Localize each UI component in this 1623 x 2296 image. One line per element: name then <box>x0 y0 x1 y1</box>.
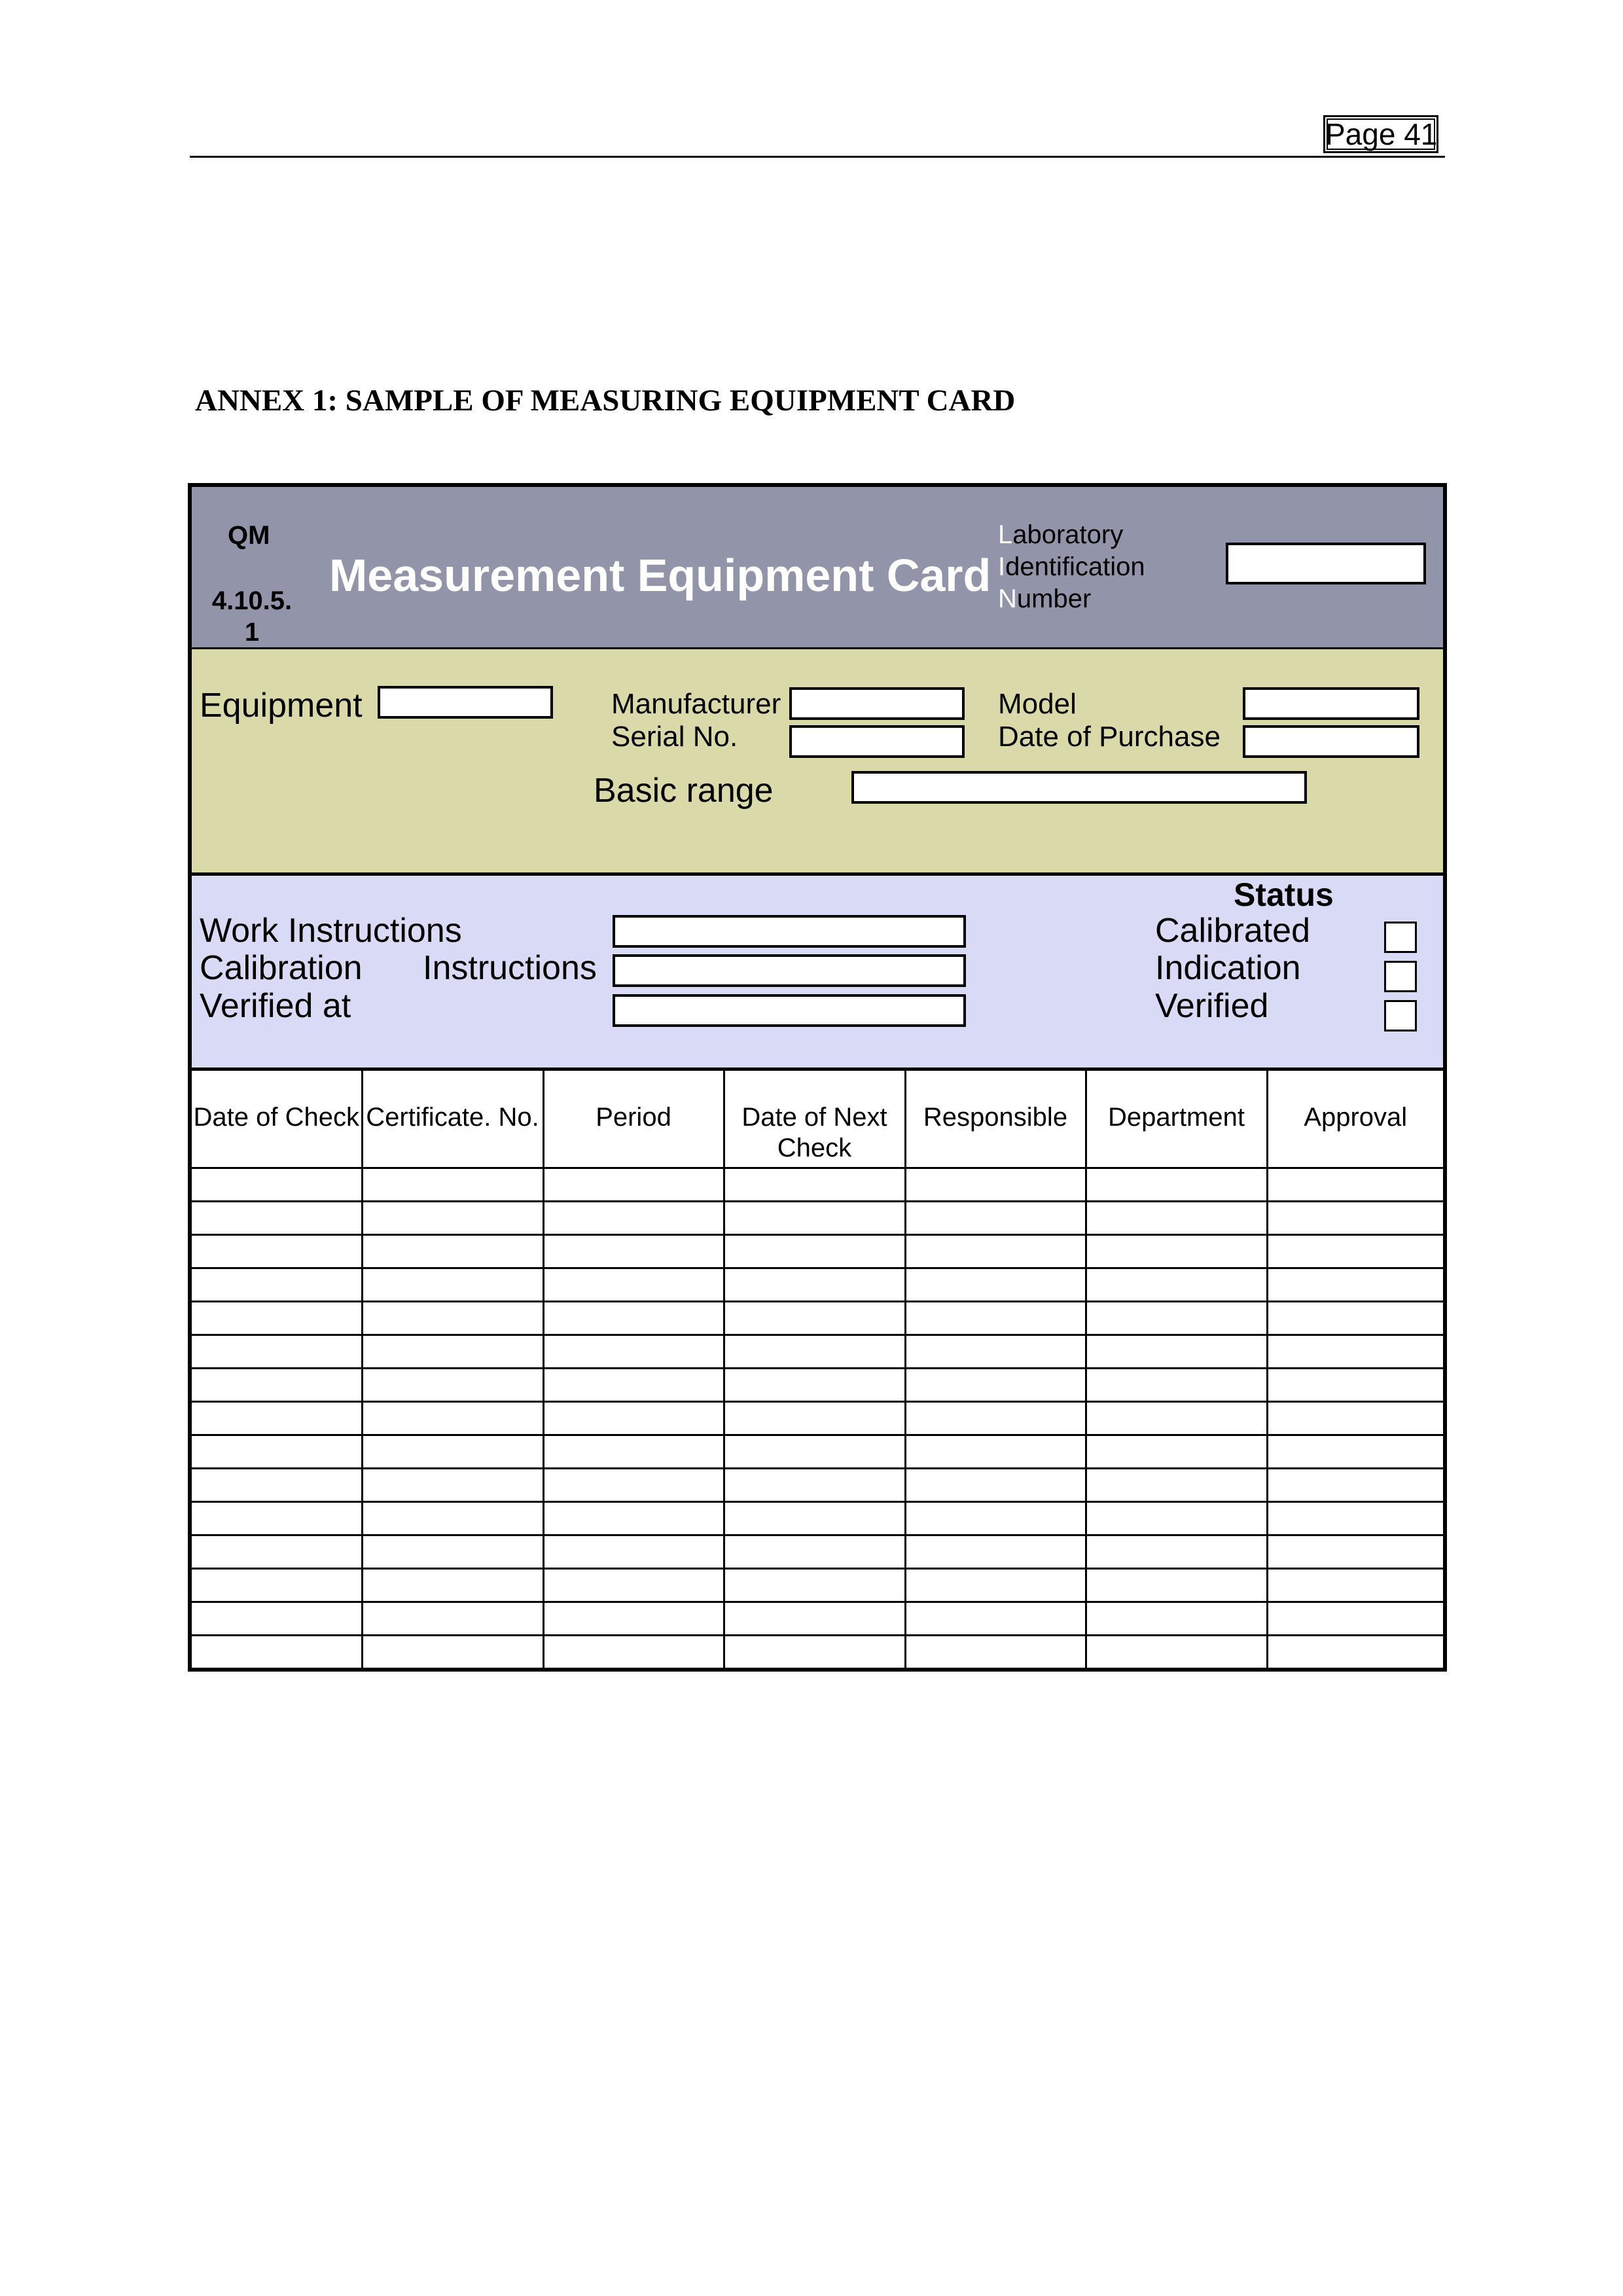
model-label: Model <box>998 688 1077 720</box>
table-row <box>192 1301 1443 1335</box>
column-header-approval: Approval <box>1267 1071 1443 1168</box>
table-row <box>192 1401 1443 1435</box>
table-cell[interactable] <box>724 1301 905 1335</box>
table-cell[interactable] <box>905 1401 1086 1435</box>
table-cell[interactable] <box>543 1468 724 1501</box>
table-cell[interactable] <box>192 1568 362 1602</box>
table-cell[interactable] <box>362 1568 543 1602</box>
work-instructions-label: Work Instructions <box>200 912 462 950</box>
measurement-equipment-card <box>188 483 1447 1672</box>
column-header-date-of-check: Date of Check <box>193 1103 359 1132</box>
table-cell[interactable] <box>1267 1501 1443 1535</box>
table-cell[interactable] <box>192 1234 362 1268</box>
basic-range-field[interactable] <box>851 771 1307 804</box>
table-cell[interactable] <box>192 1368 362 1401</box>
table-cell[interactable] <box>905 1535 1086 1568</box>
table-row <box>192 1268 1443 1301</box>
table-body <box>192 1168 1443 1668</box>
table-row <box>192 1335 1443 1368</box>
table-row <box>192 1168 1443 1201</box>
table-cell[interactable] <box>192 1335 362 1368</box>
table-cell[interactable] <box>1267 1301 1443 1335</box>
table-cell[interactable] <box>1086 1568 1267 1602</box>
table-cell[interactable] <box>192 1635 362 1668</box>
table-cell[interactable] <box>362 1501 543 1535</box>
qm-code-label: QM <box>228 521 270 550</box>
table-cell[interactable] <box>1267 1201 1443 1234</box>
date-of-purchase-field[interactable] <box>1243 725 1419 758</box>
table-cell[interactable] <box>543 1268 724 1301</box>
table-cell[interactable] <box>1267 1268 1443 1301</box>
table-cell[interactable] <box>905 1268 1086 1301</box>
table-cell[interactable] <box>905 1468 1086 1501</box>
calibration-instructions-label: Instructions <box>423 949 597 987</box>
model-field[interactable] <box>1243 687 1419 720</box>
header-divider <box>190 156 1445 158</box>
calibration-history-table <box>192 1071 1443 1668</box>
table-cell[interactable] <box>724 1335 905 1368</box>
table-cell[interactable] <box>1086 1368 1267 1401</box>
table-cell[interactable] <box>1086 1401 1267 1435</box>
table-cell[interactable] <box>1086 1468 1267 1501</box>
column-header-department: Department <box>1086 1071 1267 1168</box>
table-cell[interactable] <box>543 1435 724 1468</box>
table-row <box>192 1535 1443 1568</box>
column-header-certificate-no: Certificate. No. <box>362 1071 543 1168</box>
table-cell[interactable] <box>192 1602 362 1635</box>
table-cell[interactable] <box>724 1535 905 1568</box>
table-cell[interactable] <box>905 1368 1086 1401</box>
table-cell[interactable] <box>1267 1568 1443 1602</box>
table-cell[interactable] <box>192 1435 362 1468</box>
table-cell[interactable] <box>362 1201 543 1234</box>
status-heading: Status <box>1234 876 1334 913</box>
status-indication-label: Indication <box>1155 949 1301 987</box>
equipment-field[interactable] <box>378 686 553 719</box>
table-cell[interactable] <box>905 1501 1086 1535</box>
table-cell[interactable] <box>362 1635 543 1668</box>
table-cell[interactable] <box>543 1301 724 1335</box>
table-cell[interactable] <box>362 1234 543 1268</box>
table-cell[interactable] <box>1267 1335 1443 1368</box>
column-header-date-of-next-check: Date of Next Check <box>724 1071 905 1168</box>
table-cell[interactable] <box>1267 1602 1443 1635</box>
table-cell[interactable] <box>724 1168 905 1201</box>
table-cell[interactable] <box>905 1201 1086 1234</box>
table-cell[interactable] <box>192 1168 362 1201</box>
table-cell[interactable] <box>362 1435 543 1468</box>
table-cell[interactable] <box>543 1335 724 1368</box>
table-cell[interactable] <box>1267 1468 1443 1501</box>
column-header-responsible: Responsible <box>905 1071 1086 1168</box>
table-cell[interactable] <box>724 1635 905 1668</box>
table-row <box>192 1201 1443 1234</box>
table-cell[interactable] <box>543 1602 724 1635</box>
equipment-band <box>192 649 1443 876</box>
table-cell[interactable] <box>1086 1335 1267 1368</box>
status-indication-checkbox[interactable] <box>1384 961 1417 992</box>
table-cell[interactable] <box>905 1234 1086 1268</box>
table-cell[interactable] <box>1086 1268 1267 1301</box>
table-cell[interactable] <box>724 1602 905 1635</box>
table-cell[interactable] <box>362 1268 543 1301</box>
table-row <box>192 1468 1443 1501</box>
table-cell[interactable] <box>543 1168 724 1201</box>
table-cell[interactable] <box>1086 1168 1267 1201</box>
lab-id-label: Laboratory Identification Number <box>998 520 1145 613</box>
table-cell[interactable] <box>905 1602 1086 1635</box>
table-cell[interactable] <box>543 1501 724 1535</box>
table-cell[interactable] <box>905 1301 1086 1335</box>
date-of-purchase-label: Date of Purchase <box>998 721 1221 753</box>
table-cell[interactable] <box>192 1501 362 1535</box>
page-number: Page 41 <box>1323 115 1438 153</box>
table-row <box>192 1501 1443 1535</box>
card-title-band <box>192 487 1443 649</box>
table-cell[interactable] <box>1086 1535 1267 1568</box>
serial-no-field[interactable] <box>789 725 965 758</box>
table-cell[interactable] <box>724 1501 905 1535</box>
table-cell[interactable] <box>905 1435 1086 1468</box>
table-cell[interactable] <box>192 1201 362 1234</box>
table-cell[interactable] <box>192 1301 362 1335</box>
table-cell[interactable] <box>724 1234 905 1268</box>
table-row <box>192 1435 1443 1468</box>
table-cell[interactable] <box>543 1401 724 1435</box>
table-cell[interactable] <box>362 1368 543 1401</box>
table-cell[interactable] <box>543 1635 724 1668</box>
table-cell[interactable] <box>724 1568 905 1602</box>
table-cell[interactable] <box>362 1468 543 1501</box>
table-cell[interactable] <box>1267 1401 1443 1435</box>
column-header-period: Period <box>543 1071 724 1168</box>
table-cell[interactable] <box>192 1268 362 1301</box>
table-cell[interactable] <box>1086 1635 1267 1668</box>
table-cell[interactable] <box>724 1368 905 1401</box>
table-cell[interactable] <box>543 1368 724 1401</box>
table-cell[interactable] <box>1086 1201 1267 1234</box>
equipment-label: Equipment <box>200 687 363 725</box>
table-cell[interactable] <box>362 1168 543 1201</box>
table-cell[interactable] <box>1086 1234 1267 1268</box>
table-cell[interactable] <box>1267 1635 1443 1668</box>
table-header-row <box>192 1071 1443 1168</box>
calibration-instructions-field[interactable] <box>613 954 966 987</box>
verified-at-label: Verified at <box>200 987 351 1025</box>
table-cell[interactable] <box>1267 1168 1443 1201</box>
table-cell[interactable] <box>192 1468 362 1501</box>
table-cell[interactable] <box>1086 1435 1267 1468</box>
table-cell[interactable] <box>192 1535 362 1568</box>
table-cell[interactable] <box>905 1168 1086 1201</box>
status-verified-label: Verified <box>1155 987 1269 1025</box>
status-verified-checkbox[interactable] <box>1384 1000 1417 1031</box>
basic-range-label: Basic range <box>594 772 774 810</box>
status-calibrated-checkbox[interactable] <box>1384 922 1417 953</box>
table-cell[interactable] <box>724 1201 905 1234</box>
instructions-band <box>192 876 1443 1071</box>
status-calibrated-label: Calibrated <box>1155 912 1311 950</box>
table-row <box>192 1368 1443 1401</box>
table-cell[interactable] <box>543 1568 724 1602</box>
manufacturer-label: Manufacturer <box>611 688 781 720</box>
table-cell[interactable] <box>905 1635 1086 1668</box>
serial-no-label: Serial No. <box>611 721 738 753</box>
table-cell[interactable] <box>724 1268 905 1301</box>
table-cell[interactable] <box>1086 1501 1267 1535</box>
table-cell[interactable] <box>362 1301 543 1335</box>
table-cell[interactable] <box>724 1401 905 1435</box>
verified-at-field[interactable] <box>613 994 966 1027</box>
table-cell[interactable] <box>543 1535 724 1568</box>
table-row <box>192 1602 1443 1635</box>
table-cell[interactable] <box>192 1401 362 1435</box>
annex-title: ANNEX 1: SAMPLE OF MEASURING EQUIPMENT CARD <box>195 384 1016 418</box>
table-row <box>192 1568 1443 1602</box>
table-cell[interactable] <box>543 1201 724 1234</box>
table-cell[interactable] <box>1086 1301 1267 1335</box>
table-cell[interactable] <box>724 1468 905 1501</box>
manufacturer-field[interactable] <box>789 687 965 720</box>
table-cell[interactable] <box>1267 1435 1443 1468</box>
table-cell[interactable] <box>362 1602 543 1635</box>
table-row <box>192 1234 1443 1268</box>
table-cell[interactable] <box>1086 1602 1267 1635</box>
table-row <box>192 1635 1443 1668</box>
calibration-label: Calibration <box>200 949 363 987</box>
table-cell[interactable] <box>1267 1368 1443 1401</box>
table-cell[interactable] <box>362 1535 543 1568</box>
table-cell[interactable] <box>362 1401 543 1435</box>
table-cell[interactable] <box>1267 1535 1443 1568</box>
table-cell[interactable] <box>905 1568 1086 1602</box>
work-instructions-field[interactable] <box>613 915 966 948</box>
table-cell[interactable] <box>543 1234 724 1268</box>
qm-code-number: 4.10.5. 1 <box>211 586 293 647</box>
lab-id-field[interactable] <box>1226 543 1426 584</box>
table-cell[interactable] <box>724 1435 905 1468</box>
table-cell[interactable] <box>1267 1234 1443 1268</box>
card-title: Measurement Equipment Card <box>329 550 991 601</box>
table-cell[interactable] <box>362 1335 543 1368</box>
table-cell[interactable] <box>905 1335 1086 1368</box>
